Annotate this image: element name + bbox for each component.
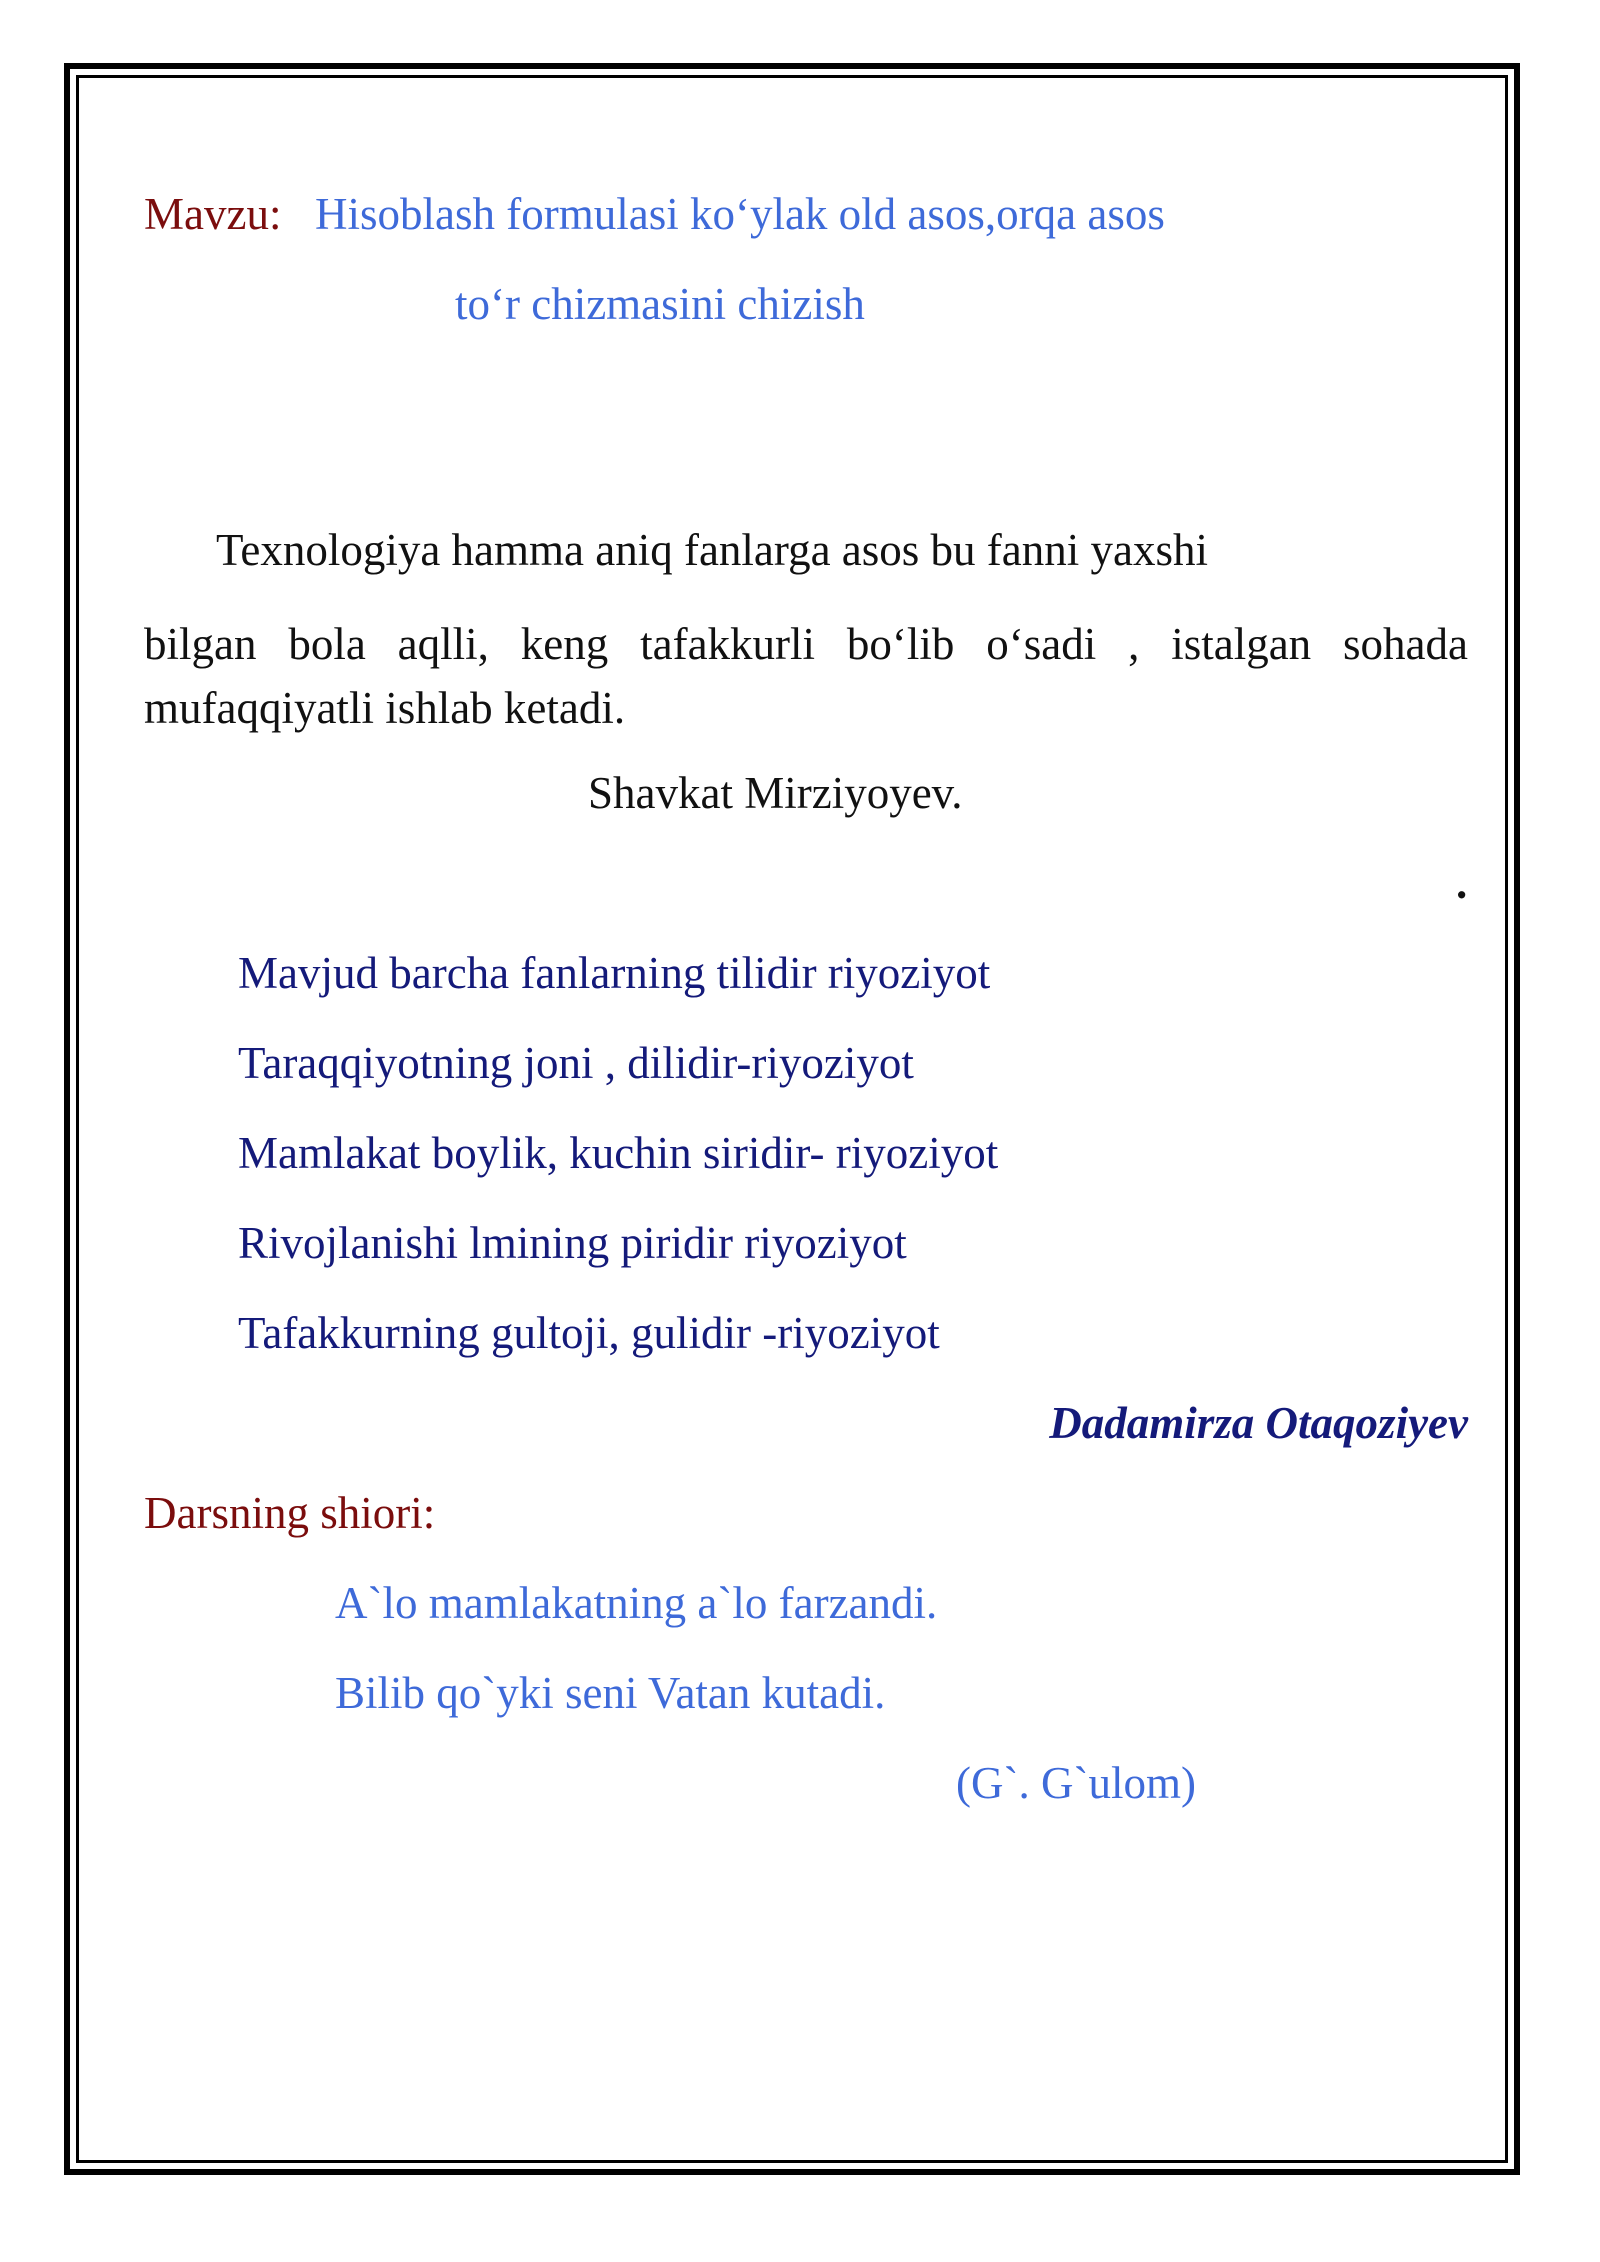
slogan-author: (G`. G`ulom) — [956, 1758, 1196, 1808]
poem-line: Taraqqiyotning joni , dilidir-riyoziyot — [238, 1038, 914, 1088]
slogan-label: Darsning shiori: — [144, 1488, 436, 1538]
poem-line: Rivojlanishi lmining piridir riyoziyot — [238, 1218, 907, 1268]
topic-title-line-1: Hisoblash formulasi ko‘ylak old asos,orqa asos — [315, 189, 1165, 239]
trailing-dot: . — [1456, 858, 1468, 908]
poem-line: Mamlakat boylik, kuchin siridir- riyoziyot — [238, 1128, 999, 1178]
topic-title-line-2: to‘r chizmasini chizish — [455, 279, 865, 329]
epigraph-first-line: Texnologiya hamma aniq fanlarga asos bu fanni yaxshi — [216, 525, 1208, 575]
poem-line: Mavjud barcha fanlarning tilidir riyoziyot — [238, 948, 991, 998]
slogan-line-1: A`lo mamlakatning a`lo farzandi. — [335, 1578, 938, 1628]
page-border-inner — [76, 75, 1508, 2163]
epigraph-author: Shavkat Mirziyoyev. — [588, 768, 963, 818]
poem-author: Dadamirza Otaqoziyev — [1049, 1398, 1468, 1448]
topic-label: Mavzu: — [144, 189, 282, 239]
epigraph-paragraph: bilgan bola aqlli, keng tafakkurli bo‘lib o‘sadi , istalgan sohada mufaqqiyatli ishlab ketadi. — [144, 619, 1468, 733]
poem-line: Tafakkurning gultoji, gulidir -riyoziyot — [238, 1308, 940, 1358]
slogan-line-2: Bilib qo`yki seni Vatan kutadi. — [335, 1668, 886, 1718]
